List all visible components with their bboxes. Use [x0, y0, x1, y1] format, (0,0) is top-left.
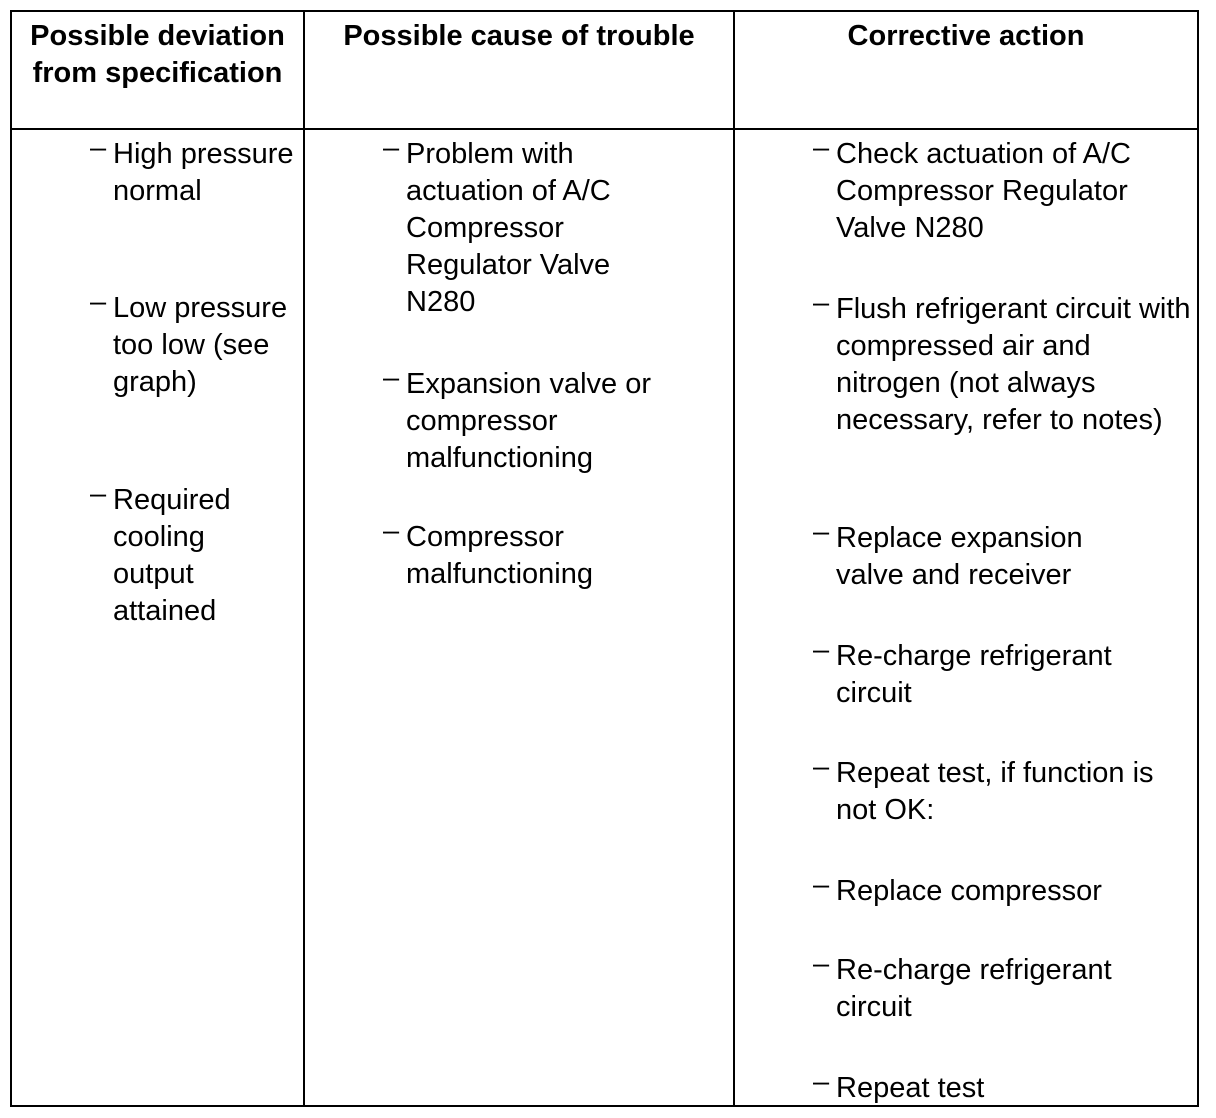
bullet-dash: – [813, 132, 830, 164]
list-item [383, 515, 706, 593]
list-item [813, 634, 1166, 712]
action-text: Check actuation of A/C Compressor Regulator Valve N280 [836, 138, 1131, 244]
deviation-column [12, 132, 303, 1105]
bullet-dash: – [813, 634, 830, 666]
bullet-dash: – [813, 516, 830, 548]
list-item [383, 362, 706, 477]
bullet-dash: – [383, 132, 400, 164]
header-deviation: Possible deviation from specification [30, 20, 285, 89]
cause-text: Compressor malfunctioning [406, 521, 593, 590]
list-item [813, 287, 1193, 439]
list-item [90, 478, 283, 630]
header-action: Corrective action [847, 20, 1085, 52]
header-cause: Possible cause of trouble [343, 20, 695, 52]
action-text: Replace compressor [836, 875, 1102, 907]
action-column [735, 132, 1197, 1105]
action-text: Repeat test [836, 1072, 985, 1104]
bullet-dash: – [383, 515, 400, 547]
bullet-dash: – [383, 362, 400, 394]
cause-text: Problem with actuation of A/C Compressor Regulator Valve N280 [406, 138, 611, 318]
list-item [813, 516, 1136, 594]
list-item [90, 132, 303, 210]
bullet-dash: – [813, 948, 830, 980]
list-item [813, 869, 1181, 910]
action-text: Repeat test, if function is not OK: [836, 757, 1154, 826]
list-item [90, 286, 303, 401]
bullet-dash: – [813, 1066, 830, 1098]
deviation-text: Required cooling output attained [113, 484, 231, 627]
list-item [813, 132, 1191, 247]
list-item [383, 132, 656, 321]
bullet-dash: – [90, 132, 107, 164]
cause-column [305, 132, 733, 1105]
deviation-text: Low pressure too low (see graph) [113, 292, 288, 398]
list-item [813, 1066, 1166, 1107]
deviation-text: High pressure normal [113, 138, 294, 207]
bullet-dash: – [813, 287, 830, 319]
troubleshooting-table [10, 10, 1199, 1107]
list-item [813, 948, 1166, 1026]
header-divider [12, 128, 1197, 130]
bullet-dash: – [813, 751, 830, 783]
action-text: Flush refrigerant circuit with compressed air and nitrogen (not always necessary, refer to notes) [836, 293, 1191, 436]
action-text: Replace expansion valve and receiver [836, 522, 1083, 591]
bullet-dash: – [90, 286, 107, 318]
bullet-dash: – [90, 478, 107, 510]
action-text: Re-charge refrigerant circuit [836, 640, 1112, 709]
cause-text: Expansion valve or compressor malfunctioning [406, 368, 652, 474]
action-text: Re-charge refrigerant circuit [836, 954, 1112, 1023]
list-item [813, 751, 1181, 829]
bullet-dash: – [813, 869, 830, 901]
